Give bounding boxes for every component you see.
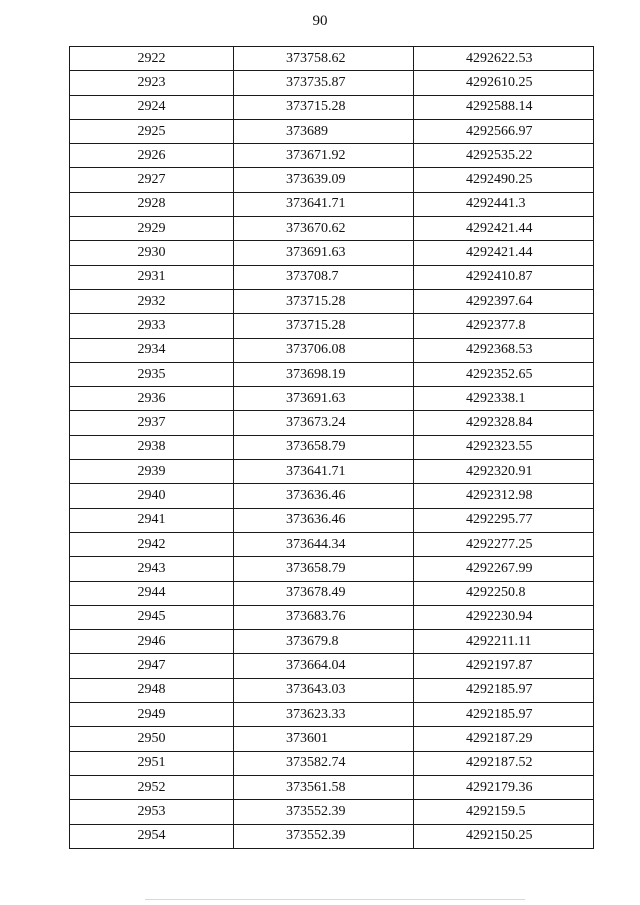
y-coordinate-cell: 4292622.53	[414, 47, 594, 71]
table-row	[70, 47, 594, 71]
table-row	[70, 605, 594, 629]
point-number-cell: 2951	[70, 751, 234, 775]
point-number-cell: 2923	[70, 71, 234, 95]
table-row	[70, 484, 594, 508]
point-number-cell: 2926	[70, 144, 234, 168]
table-row	[70, 727, 594, 751]
y-coordinate-cell: 4292588.14	[414, 95, 594, 119]
table-row	[70, 71, 594, 95]
y-coordinate-cell: 4292179.36	[414, 775, 594, 799]
x-coordinate-cell: 373678.49	[234, 581, 414, 605]
point-number-cell: 2950	[70, 727, 234, 751]
coordinates-table-body	[70, 47, 594, 849]
y-coordinate-cell: 4292421.44	[414, 217, 594, 241]
y-coordinate-cell: 4292490.25	[414, 168, 594, 192]
coordinates-table	[69, 46, 594, 849]
x-coordinate-cell: 373641.71	[234, 192, 414, 216]
x-coordinate-cell: 373673.24	[234, 411, 414, 435]
y-coordinate-cell: 4292185.97	[414, 678, 594, 702]
table-row	[70, 119, 594, 143]
table-row	[70, 435, 594, 459]
x-coordinate-cell: 373708.7	[234, 265, 414, 289]
table-row	[70, 289, 594, 313]
table-row	[70, 751, 594, 775]
point-number-cell: 2940	[70, 484, 234, 508]
table-row	[70, 800, 594, 824]
point-number-cell: 2934	[70, 338, 234, 362]
x-coordinate-cell: 373552.39	[234, 800, 414, 824]
point-number-cell: 2932	[70, 289, 234, 313]
y-coordinate-cell: 4292323.55	[414, 435, 594, 459]
point-number-cell: 2954	[70, 824, 234, 848]
point-number-cell: 2941	[70, 508, 234, 532]
table-row	[70, 387, 594, 411]
y-coordinate-cell: 4292277.25	[414, 532, 594, 556]
x-coordinate-cell: 373715.28	[234, 289, 414, 313]
y-coordinate-cell: 4292211.11	[414, 630, 594, 654]
point-number-cell: 2931	[70, 265, 234, 289]
y-coordinate-cell: 4292535.22	[414, 144, 594, 168]
x-coordinate-cell: 373639.09	[234, 168, 414, 192]
table-row	[70, 654, 594, 678]
point-number-cell: 2935	[70, 362, 234, 386]
table-row	[70, 192, 594, 216]
y-coordinate-cell: 4292368.53	[414, 338, 594, 362]
x-coordinate-cell: 373671.92	[234, 144, 414, 168]
point-number-cell: 2946	[70, 630, 234, 654]
table-row	[70, 824, 594, 848]
x-coordinate-cell: 373561.58	[234, 775, 414, 799]
point-number-cell: 2942	[70, 532, 234, 556]
table-row	[70, 411, 594, 435]
point-number-cell: 2927	[70, 168, 234, 192]
x-coordinate-cell: 373715.28	[234, 314, 414, 338]
y-coordinate-cell: 4292150.25	[414, 824, 594, 848]
x-coordinate-cell: 373623.33	[234, 703, 414, 727]
point-number-cell: 2944	[70, 581, 234, 605]
y-coordinate-cell: 4292185.97	[414, 703, 594, 727]
table-row	[70, 775, 594, 799]
x-coordinate-cell: 373698.19	[234, 362, 414, 386]
y-coordinate-cell: 4292397.64	[414, 289, 594, 313]
x-coordinate-cell: 373689	[234, 119, 414, 143]
x-coordinate-cell: 373636.46	[234, 508, 414, 532]
y-coordinate-cell: 4292187.52	[414, 751, 594, 775]
y-coordinate-cell: 4292197.87	[414, 654, 594, 678]
table-row	[70, 532, 594, 556]
x-coordinate-cell: 373691.63	[234, 241, 414, 265]
x-coordinate-cell: 373643.03	[234, 678, 414, 702]
x-coordinate-cell: 373691.63	[234, 387, 414, 411]
x-coordinate-cell: 373664.04	[234, 654, 414, 678]
x-coordinate-cell: 373735.87	[234, 71, 414, 95]
y-coordinate-cell: 4292410.87	[414, 265, 594, 289]
table-row	[70, 581, 594, 605]
point-number-cell: 2952	[70, 775, 234, 799]
table-row	[70, 338, 594, 362]
point-number-cell: 2947	[70, 654, 234, 678]
x-coordinate-cell: 373641.71	[234, 460, 414, 484]
table-row	[70, 144, 594, 168]
point-number-cell: 2953	[70, 800, 234, 824]
bottom-rule	[145, 899, 525, 900]
table-row	[70, 314, 594, 338]
x-coordinate-cell: 373670.62	[234, 217, 414, 241]
x-coordinate-cell: 373552.39	[234, 824, 414, 848]
y-coordinate-cell: 4292250.8	[414, 581, 594, 605]
page-number: 90	[312, 13, 328, 29]
y-coordinate-cell: 4292187.29	[414, 727, 594, 751]
y-coordinate-cell: 4292312.98	[414, 484, 594, 508]
y-coordinate-cell: 4292377.8	[414, 314, 594, 338]
table-row	[70, 241, 594, 265]
y-coordinate-cell: 4292328.84	[414, 411, 594, 435]
table-row	[70, 557, 594, 581]
point-number-cell: 2938	[70, 435, 234, 459]
point-number-cell: 2936	[70, 387, 234, 411]
point-number-cell: 2929	[70, 217, 234, 241]
table-row	[70, 630, 594, 654]
point-number-cell: 2939	[70, 460, 234, 484]
y-coordinate-cell: 4292421.44	[414, 241, 594, 265]
table-row	[70, 95, 594, 119]
x-coordinate-cell: 373658.79	[234, 435, 414, 459]
x-coordinate-cell: 373582.74	[234, 751, 414, 775]
point-number-cell: 2945	[70, 605, 234, 629]
y-coordinate-cell: 4292338.1	[414, 387, 594, 411]
table-row	[70, 362, 594, 386]
y-coordinate-cell: 4292610.25	[414, 71, 594, 95]
y-coordinate-cell: 4292441.3	[414, 192, 594, 216]
table-row	[70, 703, 594, 727]
point-number-cell: 2925	[70, 119, 234, 143]
x-coordinate-cell: 373658.79	[234, 557, 414, 581]
y-coordinate-cell: 4292159.5	[414, 800, 594, 824]
x-coordinate-cell: 373706.08	[234, 338, 414, 362]
point-number-cell: 2949	[70, 703, 234, 727]
x-coordinate-cell: 373683.76	[234, 605, 414, 629]
point-number-cell: 2928	[70, 192, 234, 216]
point-number-cell: 2948	[70, 678, 234, 702]
table-row	[70, 678, 594, 702]
point-number-cell: 2933	[70, 314, 234, 338]
table-row	[70, 168, 594, 192]
point-number-cell: 2943	[70, 557, 234, 581]
point-number-cell: 2922	[70, 47, 234, 71]
table-row	[70, 217, 594, 241]
point-number-cell: 2930	[70, 241, 234, 265]
y-coordinate-cell: 4292230.94	[414, 605, 594, 629]
y-coordinate-cell: 4292267.99	[414, 557, 594, 581]
point-number-cell: 2924	[70, 95, 234, 119]
table-row	[70, 265, 594, 289]
x-coordinate-cell: 373758.62	[234, 47, 414, 71]
y-coordinate-cell: 4292320.91	[414, 460, 594, 484]
y-coordinate-cell: 4292352.65	[414, 362, 594, 386]
y-coordinate-cell: 4292566.97	[414, 119, 594, 143]
x-coordinate-cell: 373636.46	[234, 484, 414, 508]
x-coordinate-cell: 373715.28	[234, 95, 414, 119]
x-coordinate-cell: 373679.8	[234, 630, 414, 654]
x-coordinate-cell: 373601	[234, 727, 414, 751]
table-row	[70, 460, 594, 484]
y-coordinate-cell: 4292295.77	[414, 508, 594, 532]
table-row	[70, 508, 594, 532]
x-coordinate-cell: 373644.34	[234, 532, 414, 556]
point-number-cell: 2937	[70, 411, 234, 435]
